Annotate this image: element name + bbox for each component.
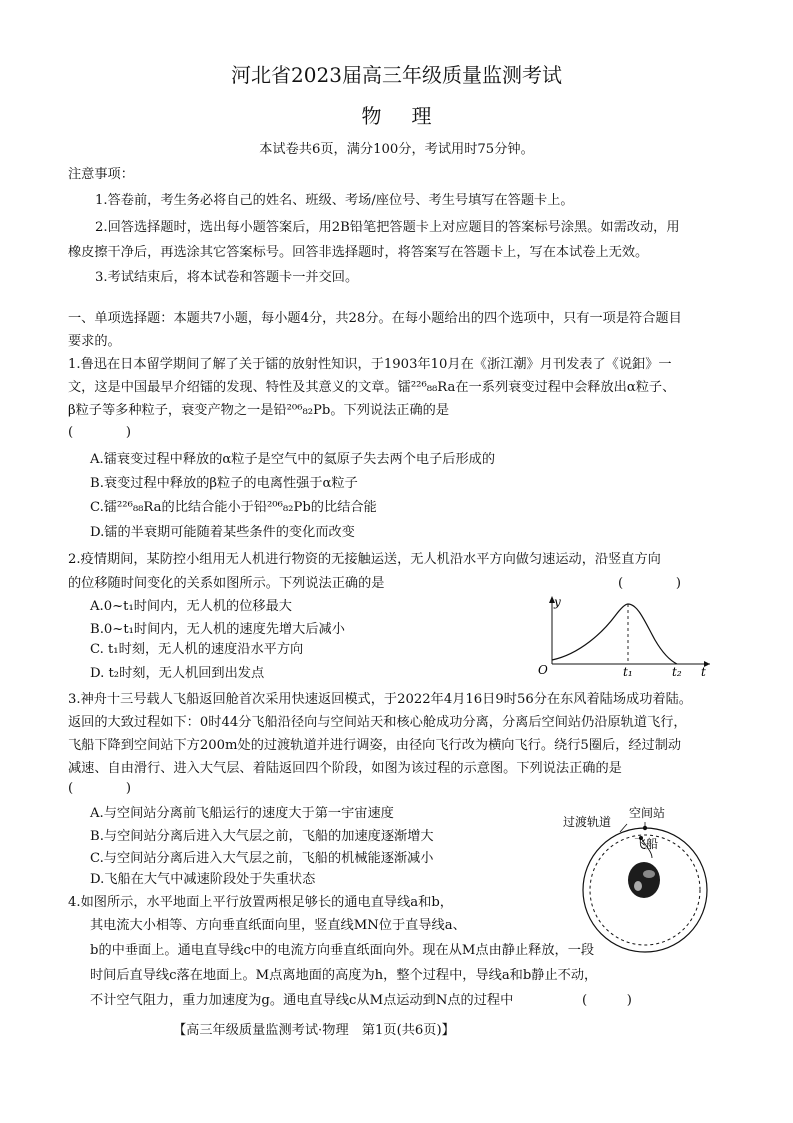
q1-stem-1: 1.鲁迅在日本留学期间了解了关于镭的放射性知识，于1903年10月在《浙江潮》月刊发表了《说鈤》一 <box>68 357 672 372</box>
spacecraft-label: 飞船 <box>634 837 659 851</box>
page-footer: 【高三年级质量监测考试·物理 第1页(共6页)】 <box>173 1023 455 1038</box>
q4-stem-1: 4.如图所示，水平地面上平行放置两根足够长的通电直导线a和b， <box>68 895 453 910</box>
q2-option-b: B.0~t₁时间内，无人机的速度先增大后减小 <box>90 622 345 637</box>
graph-t1-label: t₁ <box>623 665 633 678</box>
note-2-cont: 橡皮擦干净后，再选涂其它答案标号。回答非选择题时，将答案写在答题卡上，写在本试卷上无效。 <box>68 245 649 260</box>
earth-continent <box>643 870 655 878</box>
q1-answer-paren: ( ) <box>68 425 132 440</box>
q3-stem-4: 减速、自由滑行、进入大气层、着陆返回四个阶段，如图为该过程的示意图。下列说法正确的是 <box>68 761 622 776</box>
q2-stem-1: 2.疫情期间，某防控小组用无人机进行物资的无接触运送，无人机沿水平方向做匀速运动，沿竖直方向 <box>68 552 661 567</box>
q1-option-c: C.镭²²⁶₈₈Ra的比结合能小于铅²⁰⁶₈₂Pb的比结合能 <box>90 500 377 515</box>
q3-stem-3: 飞船下降到空间站下方200m处的过渡轨道并进行调姿，由径向飞行改为横向飞行。绕行5圈后，经过制动 <box>68 738 682 753</box>
section-heading-cont: 要求的。 <box>68 334 121 349</box>
q3-answer-paren: ( ) <box>68 781 132 796</box>
q2-option-c: C. t₁时刻，无人机的速度沿水平方向 <box>90 642 304 657</box>
q4-stem-4: 时间后直导线c落在地面上。M点离地面的高度为h，整个过程中，导线a和b静止不动， <box>90 968 598 983</box>
q3-stem-1: 3.神舟十三号载人飞船返回舱首次采用快速返回模式，于2022年4月16日9时56分在东风着陆场成功着陆。 <box>68 692 692 707</box>
q1-option-a: A.镭衰变过程中释放的α粒子是空气中的氦原子失去两个电子后形成的 <box>90 452 496 467</box>
exam-title: 河北省2023届高三年级质量监测考试 <box>231 63 562 87</box>
q4-stem-3: b的中垂面上。通电直导线c中的电流方向垂直纸面向外。现在从M点由静止释放，一段 <box>90 943 595 958</box>
q2-option-d: D. t₂时刻，无人机回到出发点 <box>90 666 265 681</box>
q3-stem-2: 返回的大致过程如下：0时44分飞船沿径向与空间站天和核心舱成功分离，分离后空间站仍沿原轨道飞行， <box>68 715 687 730</box>
q4-answer-paren: ( ) <box>582 993 632 1008</box>
q1-option-d: D.镭的半衰期可能随着某些条件的变化而改变 <box>90 525 355 540</box>
graph-t2-label: t₂ <box>672 665 682 678</box>
section-heading: 一、单项选择题：本题共7小题，每小题4分，共28分。在每小题给出的四个选项中，只有一项是符合题目 <box>68 311 682 326</box>
graph-origin-label: O <box>538 663 548 677</box>
q2-displacement-graph <box>535 592 715 678</box>
earth-continent-2 <box>634 881 642 891</box>
graph-curve <box>552 604 677 664</box>
q3-orbit-diagram <box>560 802 720 962</box>
graph-t-label: t <box>701 665 706 678</box>
note-1: 1.答卷前，考生务必将自己的姓名、班级、考场/座位号、考生号填写在答题卡上。 <box>95 193 574 208</box>
q4-stem-2: 其电流大小相等、方向垂直纸面向里，竖直线MN位于直导线a、 <box>90 918 466 933</box>
q3-option-b: B.与空间站分离后进入大气层之前，飞船的加速度逐渐增大 <box>90 829 434 844</box>
exam-info: 本试卷共6页，满分100分，考试用时75分钟。 <box>259 142 534 157</box>
subject-title: 物理 <box>361 104 462 128</box>
space-station-label: 空间站 <box>629 806 666 820</box>
q3-option-a: A.与空间站分离前飞船运行的速度大于第一宇宙速度 <box>90 806 394 821</box>
note-2: 2.回答选择题时，选出每小题答案后，用2B铅笔把答题卡上对应题目的答案标号涂黑。如需改动，用 <box>95 220 680 235</box>
q2-answer-paren: ( ) <box>618 576 682 591</box>
q3-option-c: C.与空间站分离后进入大气层之前，飞船的机械能逐渐减小 <box>90 851 434 866</box>
q1-stem-3: β粒子等多种粒子，衰变产物之一是铅²⁰⁶₈₂Pb。下列说法正确的是 <box>68 403 450 418</box>
q4-stem-5: 不计空气阻力，重力加速度为g。通电直导线c从M点运动到N点的过程中 <box>90 993 514 1008</box>
q2-stem-2: 的位移随时间变化的关系如图所示。下列说法正确的是 <box>68 576 385 591</box>
q1-stem-2: 文，这是中国最早介绍镭的发现、特性及其意义的文章。镭²²⁶₈₈Ra在一系列衰变过程中会释放出α粒子、 <box>68 380 676 395</box>
q3-option-d: D.飞船在大气中减速阶段处于失重状态 <box>90 872 316 887</box>
earth-icon <box>628 862 660 898</box>
note-3: 3.考试结束后，将本试卷和答题卡一并交回。 <box>95 270 359 285</box>
graph-y-label: y <box>554 595 561 609</box>
q1-option-b: B.衰变过程中释放的β粒子的电离性强于α粒子 <box>90 476 358 491</box>
q2-option-a: A.0~t₁时间内，无人机的位移最大 <box>90 599 292 614</box>
transfer-orbit-label: 过渡轨道 <box>563 815 612 829</box>
notes-heading: 注意事项： <box>68 167 134 182</box>
